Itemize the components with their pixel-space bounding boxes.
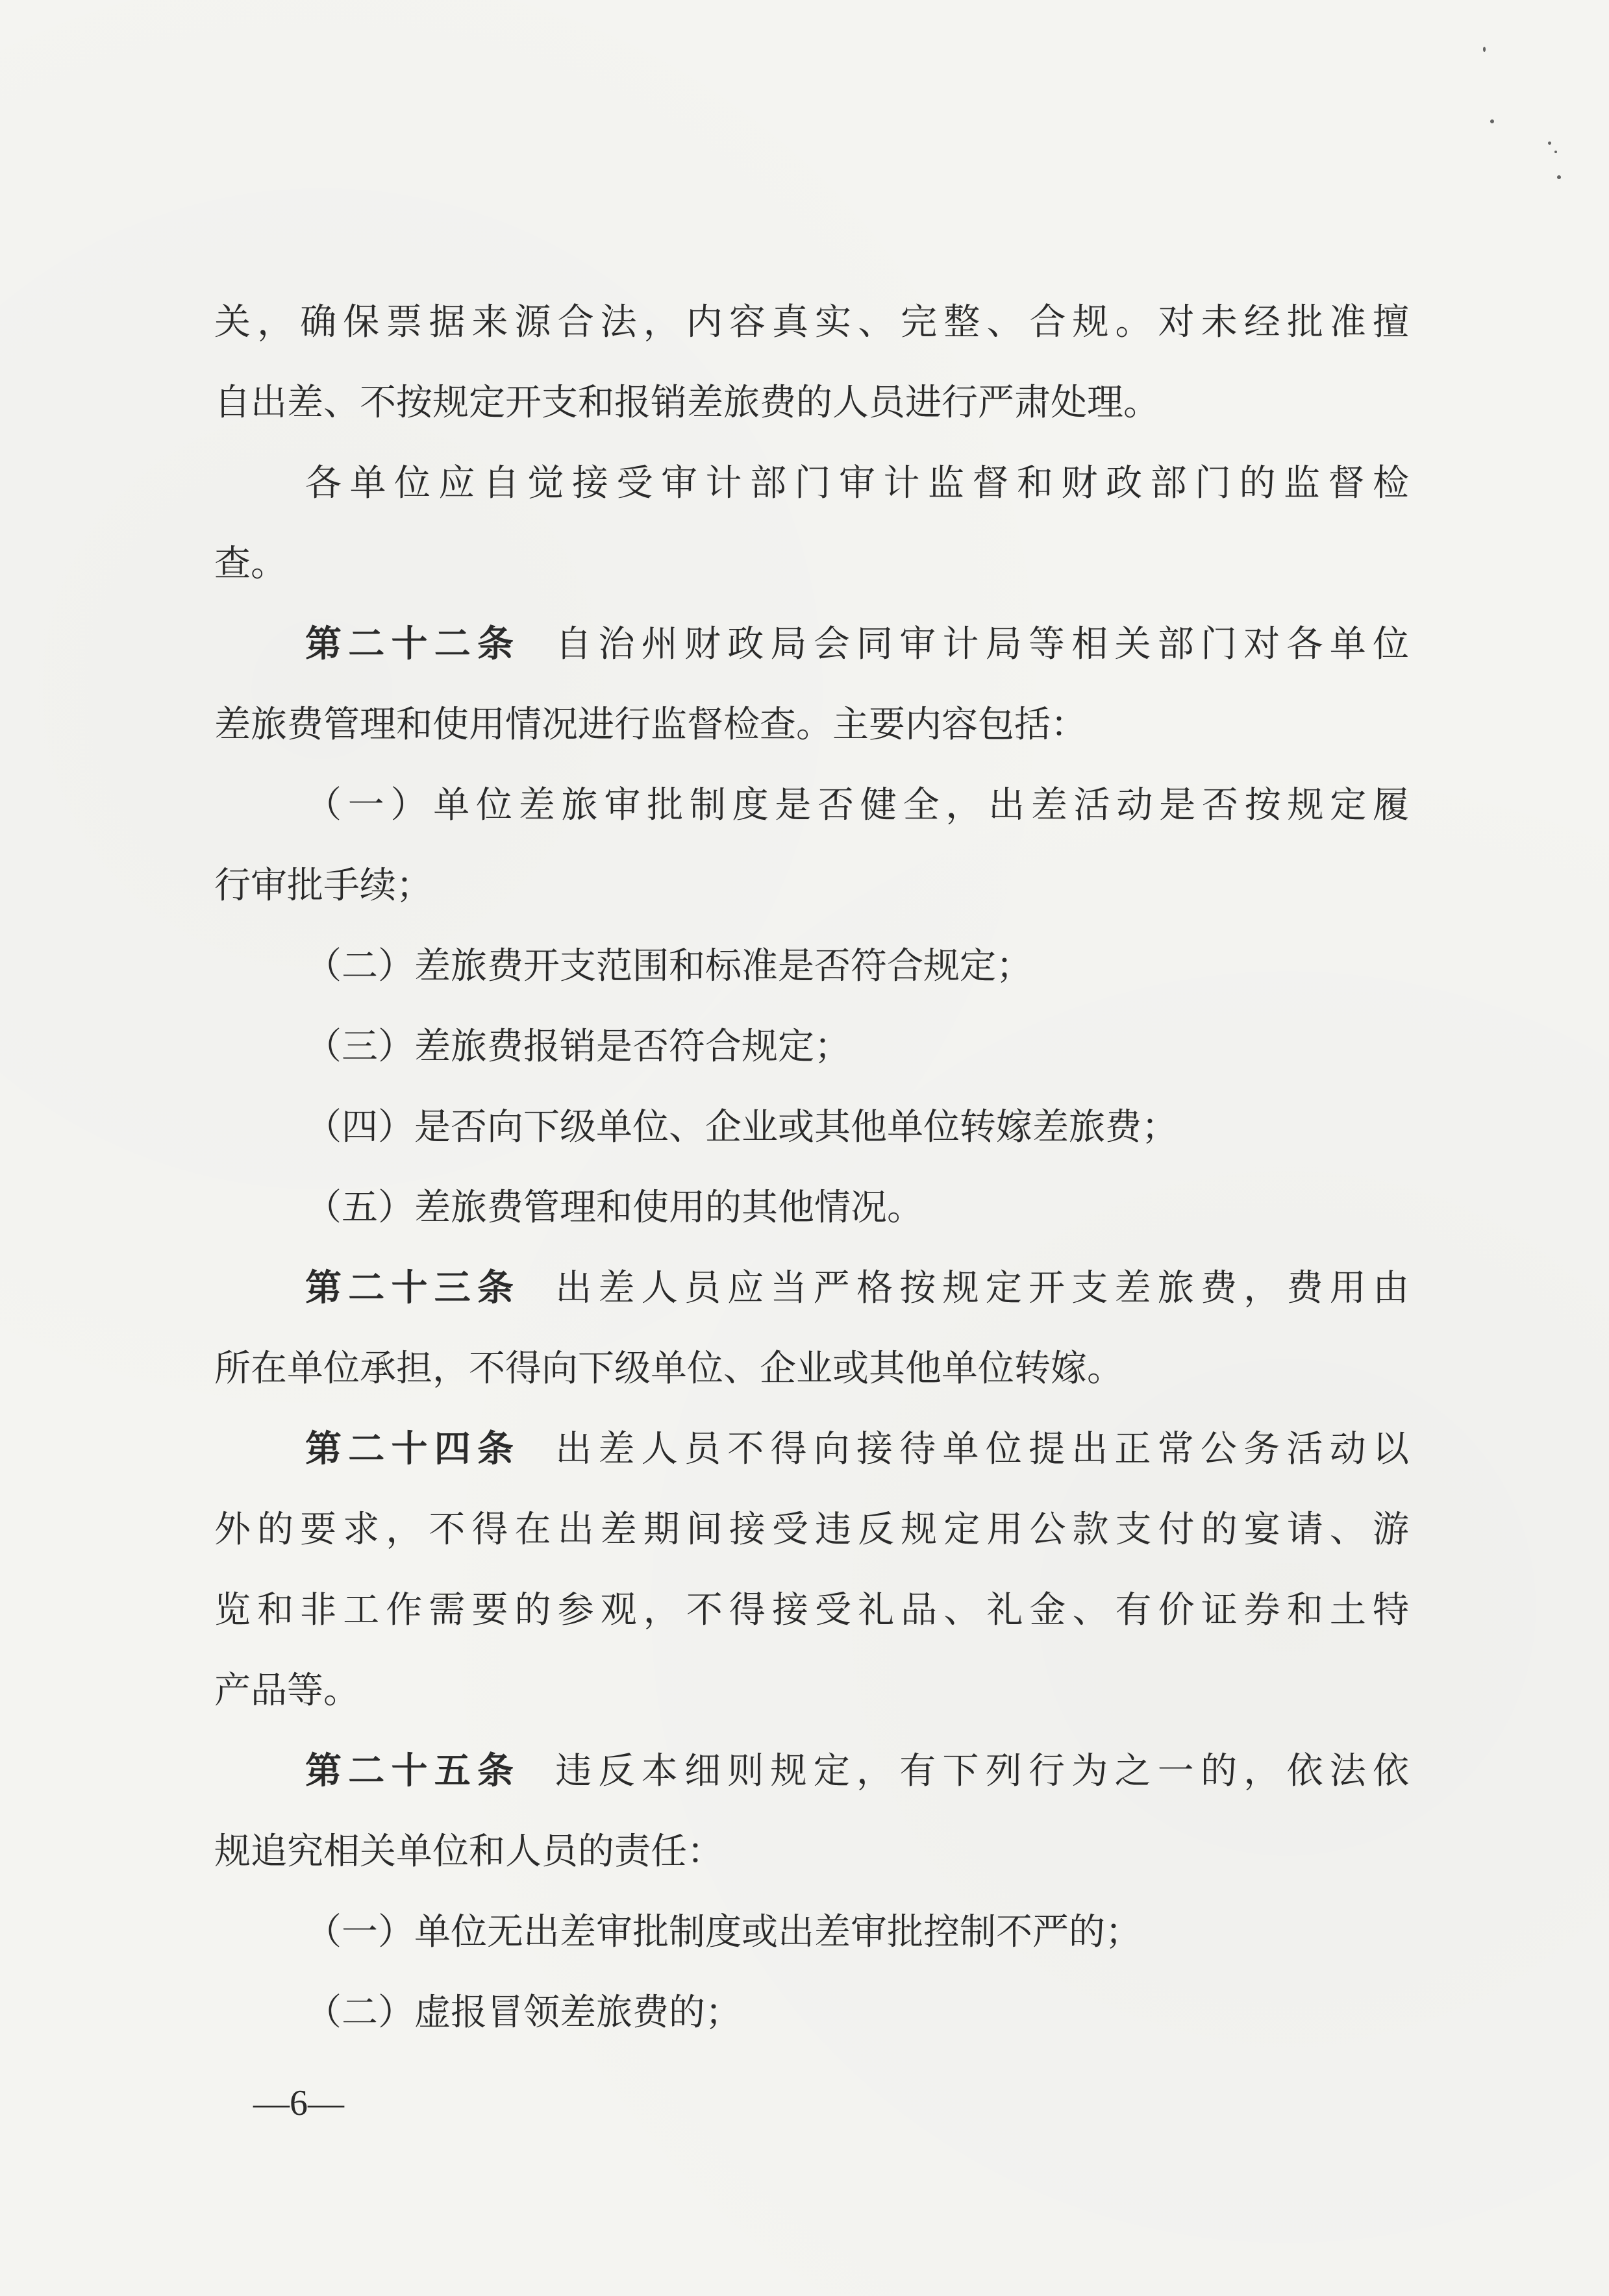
page-number: —6—: [253, 2083, 344, 2123]
article-22-title: 第二十二条: [305, 623, 521, 665]
article-25-text: 违反本细则规定，有下列行为之一的，依法依: [555, 1750, 1409, 1792]
article-23-line-2: 所在单位承担，不得向下级单位、企业或其他单位转嫁。: [214, 1348, 1123, 1390]
article-23-title: 第二十三条: [305, 1267, 521, 1309]
scan-mark: [1554, 151, 1557, 153]
body-line-3: 各单位应自觉接受审计部门审计监督和财政部门的监督检: [305, 462, 1409, 504]
article-25-title: 第二十五条: [305, 1750, 521, 1792]
list-item-5: （五）差旅费管理和使用的其他情况。: [305, 1187, 923, 1229]
article-25-list-item-2: （二）虚报冒领差旅费的；: [305, 1992, 742, 2034]
scan-mark: [1483, 47, 1486, 52]
list-item-1-line-1: （一）单位差旅审批制度是否健全，出差活动是否按规定履: [305, 784, 1409, 826]
body-line-4: 查。: [214, 543, 287, 585]
article-24-line-1: [305, 1420, 1409, 1479]
article-25-line-1: [305, 1742, 1409, 1801]
article-23-text: 出差人员应当严格按规定开支差旅费，费用由: [555, 1267, 1409, 1309]
list-item-4: （四）是否向下级单位、企业或其他单位转嫁差旅费；: [305, 1106, 1178, 1148]
article-24-title: 第二十四条: [305, 1428, 521, 1470]
scan-mark: [1548, 142, 1551, 145]
article-24-line-3: 览和非工作需要的参观，不得接受礼品、礼金、有价证券和土特: [214, 1589, 1409, 1631]
body-line-2: 自出差、不按规定开支和报销差旅费的人员进行严肃处理。: [214, 382, 1160, 424]
article-25-list-item-1: （一）单位无出差审批制度或出差审批控制不严的；: [305, 1911, 1141, 1953]
article-24-line-2: 外的要求，不得在出差期间接受违反规定用公款支付的宴请、游: [214, 1509, 1409, 1551]
article-22-line-2: 差旅费管理和使用情况进行监督检查。主要内容包括：: [214, 704, 1087, 746]
article-24-text: 出差人员不得向接待单位提出正常公务活动以: [555, 1428, 1409, 1470]
article-22-text: 自治州财政局会同审计局等相关部门对各单位: [555, 623, 1409, 665]
list-item-2: （二）差旅费开支范围和标准是否符合规定；: [305, 945, 1032, 987]
article-23-line-1: [305, 1259, 1409, 1318]
scan-mark: [1557, 175, 1561, 179]
list-item-3: （三）差旅费报销是否符合规定；: [305, 1026, 851, 1068]
body-line-1: 关，确保票据来源合法，内容真实、完整、合规。对未经批准擅: [214, 301, 1409, 343]
article-25-line-2: 规追究相关单位和人员的责任：: [214, 1831, 723, 1873]
article-22-line-1: [305, 615, 1409, 674]
list-item-1-line-2: 行审批手续；: [214, 865, 432, 907]
scan-mark: [1490, 119, 1494, 123]
article-24-line-4: 产品等。: [214, 1670, 360, 1712]
